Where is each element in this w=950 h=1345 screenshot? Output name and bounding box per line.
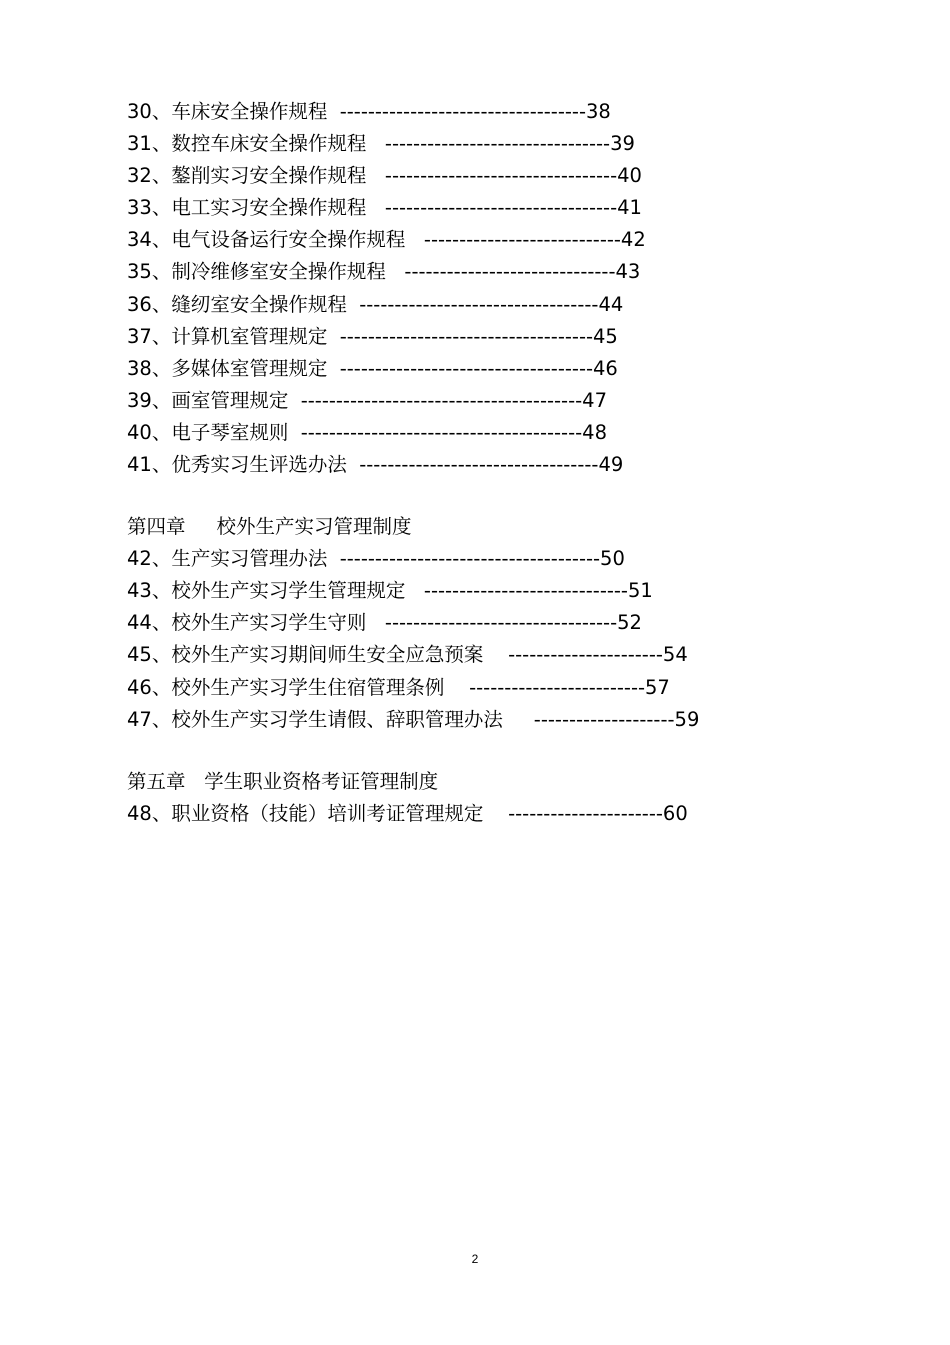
toc-entry: 33、电工实习安全操作规程 ---------------------------------41 [127,196,642,220]
chapter-heading: 第四章 校外生产实习管理制度 [127,515,412,539]
toc-entry: 32、鏊削实习安全操作规程 ---------------------------------40 [127,164,642,188]
toc-entry: 38、多媒体室管理规定 ------------------------------------46 [127,356,618,380]
toc-entry: 44、校外生产实习学生守则 ---------------------------------52 [127,611,642,635]
toc-entry: 48、职业资格（技能）培训考证管理规定 ----------------------60 [127,801,688,825]
toc-entry: 37、计算机室管理规定 ------------------------------------45 [127,324,618,348]
toc-entry: 43、校外生产实习学生管理规定 -----------------------------51 [127,579,653,603]
toc-entry: 40、电子琴室规则 ----------------------------------------48 [127,420,607,444]
toc-entry: 42、生产实习管理办法 -------------------------------------50 [127,547,625,571]
table-of-contents [127,96,827,830]
toc-entry: 46、校外生产实习学生住宿管理条例 -------------------------57 [127,675,670,699]
toc-entry: 35、制冷维修室安全操作规程 ------------------------------43 [127,260,641,284]
toc-entry: 30、车床安全操作规程 -----------------------------------38 [127,100,611,123]
toc-entry: 45、校外生产实习期间师生安全应急预案 ----------------------54 [127,643,688,667]
toc-entry: 47、校外生产实习学生请假、辞职管理办法 --------------------59 [127,707,700,731]
toc-entry: 41、优秀实习生评选办法 ----------------------------------49 [127,453,624,477]
page-number: 2 [471,1252,479,1266]
chapter-heading: 第五章 学生职业资格考证管理制度 [127,769,439,793]
section-spacer [127,736,827,766]
toc-entry: 39、画室管理规定 ----------------------------------------47 [127,388,607,412]
toc-entry: 36、缝纫室安全操作规程 ----------------------------------44 [127,292,624,316]
toc-entry: 34、电气设备运行安全操作规程 ----------------------------42 [127,228,646,252]
section-spacer [127,481,827,511]
toc-entry: 31、数控车床安全操作规程 --------------------------------39 [127,132,635,156]
